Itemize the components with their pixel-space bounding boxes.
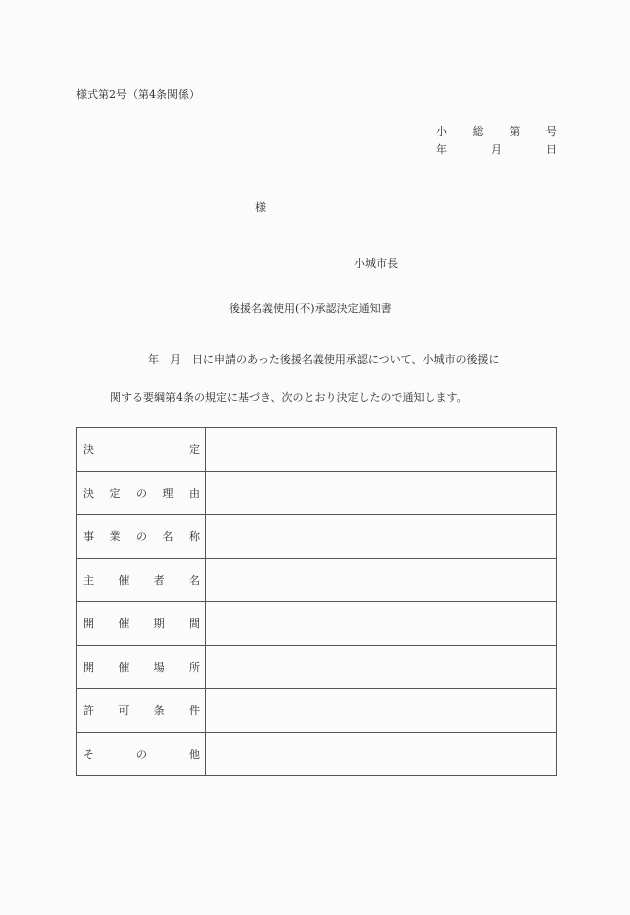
label-char: 名: [162, 530, 174, 544]
body-text-line-1: 年 月 日に申請のあった後援名義使用承認について、小城市の後援に: [148, 353, 500, 366]
label-char: 期: [153, 617, 165, 631]
label-char: 催: [118, 573, 130, 587]
row-label-text: [83, 746, 200, 762]
sender: 小城市長: [354, 257, 398, 270]
row-label: [77, 428, 206, 472]
table-row: [77, 515, 557, 559]
label-char: の: [136, 747, 147, 761]
label-char: 許: [83, 704, 94, 718]
label-char: 他: [189, 747, 200, 761]
label-char: 件: [188, 704, 200, 718]
label-char: 決: [83, 486, 94, 500]
row-value-field[interactable]: [206, 471, 557, 515]
row-label: [77, 602, 206, 646]
doc-number-char: 第: [509, 125, 521, 138]
label-char: 間: [188, 617, 200, 631]
row-label: [77, 515, 206, 559]
row-label-text: [83, 528, 200, 544]
label-char: 定: [189, 443, 200, 457]
label-char: 催: [118, 660, 130, 674]
row-label: [77, 645, 206, 689]
label-char: 名: [188, 573, 200, 587]
row-label: [77, 558, 206, 602]
label-char: 者: [153, 573, 165, 587]
table-row: [77, 602, 557, 646]
label-char: 開: [83, 660, 94, 674]
label-char: 由: [189, 486, 200, 500]
document-date: [436, 141, 557, 157]
label-char: の: [136, 486, 147, 500]
document-number: [436, 123, 557, 139]
table-row: [77, 471, 557, 515]
row-value-field[interactable]: [206, 602, 557, 646]
row-label-text: [83, 659, 200, 675]
row-value-field[interactable]: [206, 732, 557, 776]
table-row: [77, 428, 557, 472]
table-row: [77, 689, 557, 733]
label-char: 主: [83, 573, 94, 587]
row-label: [77, 732, 206, 776]
label-char: 定: [109, 486, 121, 500]
row-label: [77, 689, 206, 733]
body-text-line-2: 関する要綱第4条の規定に基づき、次のとおり決定したので通知します。: [110, 391, 468, 404]
table-row: [77, 645, 557, 689]
row-value-field[interactable]: [206, 558, 557, 602]
doc-number-char: 小: [436, 125, 447, 138]
label-char: の: [136, 530, 147, 544]
doc-number-char: 号: [545, 125, 557, 138]
label-char: 業: [109, 530, 121, 544]
label-char: 催: [118, 617, 130, 631]
label-char: 理: [162, 486, 174, 500]
row-value-field[interactable]: [206, 645, 557, 689]
label-char: 称: [189, 530, 200, 544]
recipient-suffix: 様: [255, 201, 266, 214]
label-char: そ: [83, 747, 94, 761]
label-char: 開: [83, 617, 94, 631]
label-char: 可: [118, 704, 130, 718]
label-char: 場: [153, 660, 165, 674]
form-number: 様式第2号（第4条関係）: [76, 88, 200, 101]
row-label-text: [83, 615, 200, 631]
row-value-field[interactable]: [206, 428, 557, 472]
row-label-text: [83, 702, 200, 718]
table-row: [77, 558, 557, 602]
label-char: 所: [188, 660, 200, 674]
row-label-text: [83, 441, 200, 457]
date-month: 月: [491, 143, 502, 156]
row-value-field[interactable]: [206, 689, 557, 733]
date-day: 日: [546, 143, 557, 156]
document-title: 後援名義使用(不)承認決定通知書: [229, 302, 392, 315]
date-year: 年: [436, 143, 447, 156]
decision-table: [76, 427, 557, 776]
label-char: 決: [83, 443, 94, 457]
row-value-field[interactable]: [206, 515, 557, 559]
label-char: 条: [153, 704, 165, 718]
table-row: [77, 732, 557, 776]
doc-number-char: 総: [472, 125, 484, 138]
label-char: 事: [83, 530, 94, 544]
row-label: [77, 471, 206, 515]
row-label-text: [83, 572, 200, 588]
row-label-text: [83, 485, 200, 501]
